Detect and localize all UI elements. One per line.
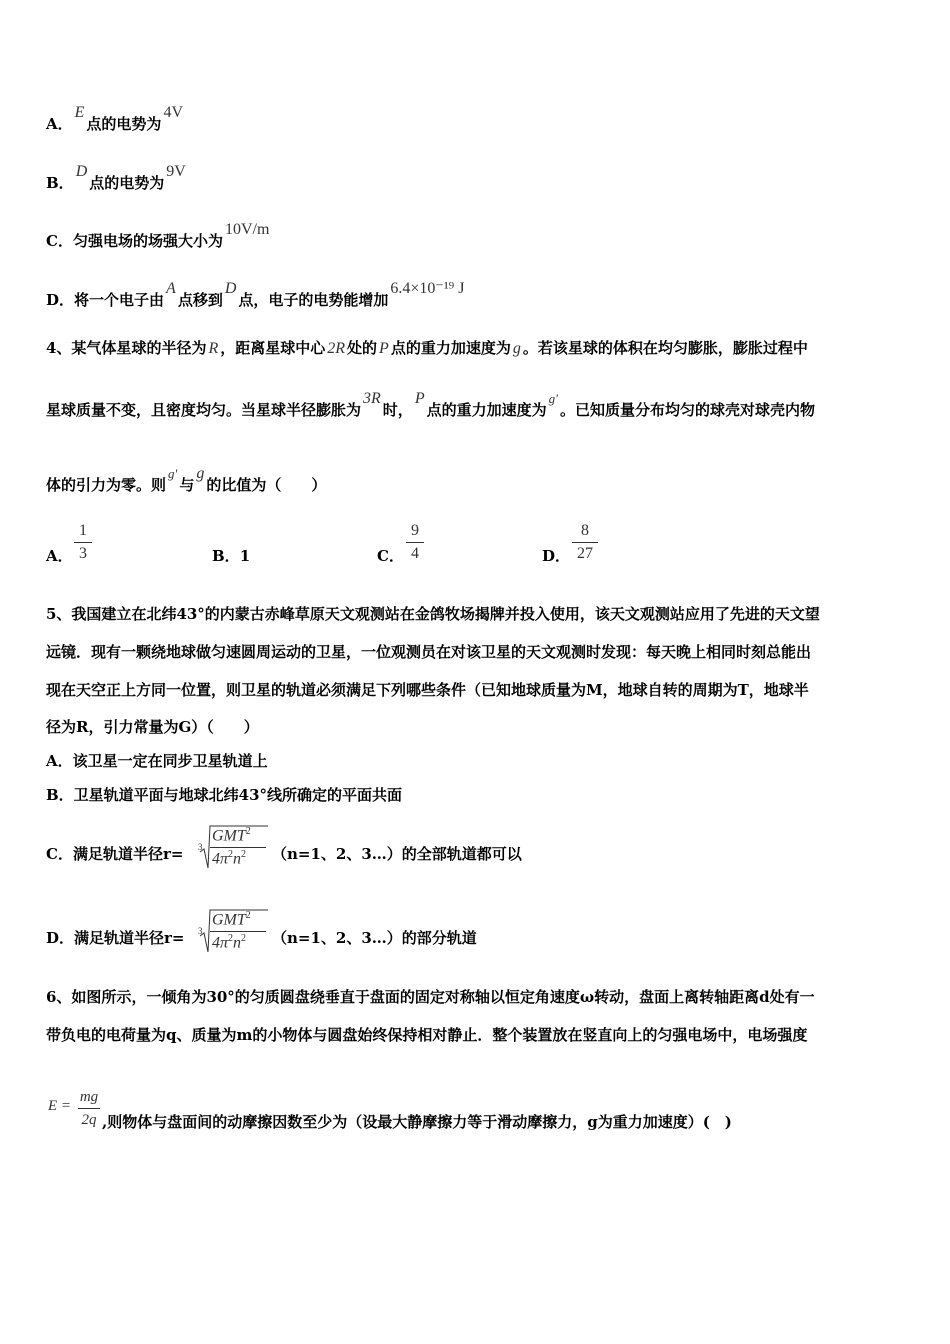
q5-option-c-suffix: （n=1、2、3…）的全部轨道都可以: [272, 845, 522, 863]
q5-option-b: B．卫星轨道平面与地球北纬43°线所确定的平面共面: [46, 786, 403, 804]
q4-stem-line3: 体的引力为零。则g′与g的比值为（ ）: [46, 465, 327, 494]
q6-e-fraction: mg 2q: [79, 1089, 99, 1128]
q6-stem-line3: ,则物体与盘面间的动摩擦因数至少为（设最大静摩擦力等于滑动摩擦力，g为重力加速度）( ): [102, 1113, 732, 1131]
q5-option-c-prefix: C．满足轨道半径r=: [46, 845, 184, 863]
q4-option-c-label: C．: [377, 547, 404, 565]
q5-option-c-radical: 3 GMT$^2$ $4\pi^2n^2$: [198, 822, 270, 870]
var-e: E: [74, 104, 85, 121]
q6-stem-line1: 6、如图所示，一倾角为30°的匀质圆盘绕垂直于盘面的固定对称轴以恒定角速度ω转动，盘面上离转轴距离d处有一: [46, 988, 815, 1006]
q3-option-a: A．E点的电势为4V: [46, 104, 183, 133]
q5-stem-line2: 远镜．现有一颗绕地球做匀速圆周运动的卫星，一位观测员在对该卫星的天文观测时发现：每天晚上相同时刻总能出: [46, 643, 812, 661]
q5-stem-line4: 径为R，引力常量为G）（ ）: [46, 718, 259, 736]
q4-option-a-fraction: 1 3: [74, 522, 92, 563]
var-d: D: [75, 163, 88, 180]
q5-option-a: A．该卫星一定在同步卫星轨道上: [46, 752, 268, 770]
q6-stem-line2: 带负电的电荷量为q、质量为m的小物体与圆盘始终保持相对静止．整个装置放在竖直向上的匀强电场中，电场强度: [46, 1026, 808, 1044]
q4-stem-line1: 4、某气体星球的半径为 R ，距离星球中心 2R 处的 P 点的重力加速度为 g 。若该星球的体积在均匀膨胀，膨胀过程中: [46, 339, 808, 357]
q4-option-d-fraction: 8 27: [572, 522, 598, 563]
q6-e-lhs: E =: [48, 1098, 72, 1114]
q4-option-b: B．1: [212, 547, 251, 565]
q4-option-d-label: D．: [542, 547, 571, 565]
q5-option-d-radical: 3 GMT$^2$ $4\pi^2n^2$: [198, 906, 270, 954]
q5-stem-line1: 5、我国建立在北纬43°的内蒙古赤峰草原天文观测站在金鸽牧场揭牌并投入使用，该天文观测站应用了先进的天文望: [46, 605, 820, 623]
q5-option-d-suffix: （n=1、2、3…）的部分轨道: [272, 929, 477, 947]
q4-option-a-label: A．: [46, 547, 73, 565]
q4-option-c-fraction: 9 4: [406, 522, 424, 563]
q5-stem-line3: 现在天空正上方同一位置，则卫星的轨道必须满足下列哪些条件（已知地球质量为M，地球自转的周期为T，地球半: [46, 681, 809, 699]
q3-option-c: C．匀强电场的场强大小为10V/m: [46, 221, 270, 250]
q5-option-d-prefix: D．满足轨道半径r=: [46, 929, 185, 947]
q3-option-d: D．将一个电子由A点移到D点，电子的电势能增加6.4×10⁻¹⁹ J: [46, 280, 465, 309]
q3-option-b: B．D点的电势为9V: [46, 163, 186, 192]
q4-stem-line2: 星球质量不变，且密度均匀。当星球半径膨胀为3R时，P点的重力加速度为g′。已知质量分布均匀的球壳对球壳内物: [46, 390, 815, 419]
